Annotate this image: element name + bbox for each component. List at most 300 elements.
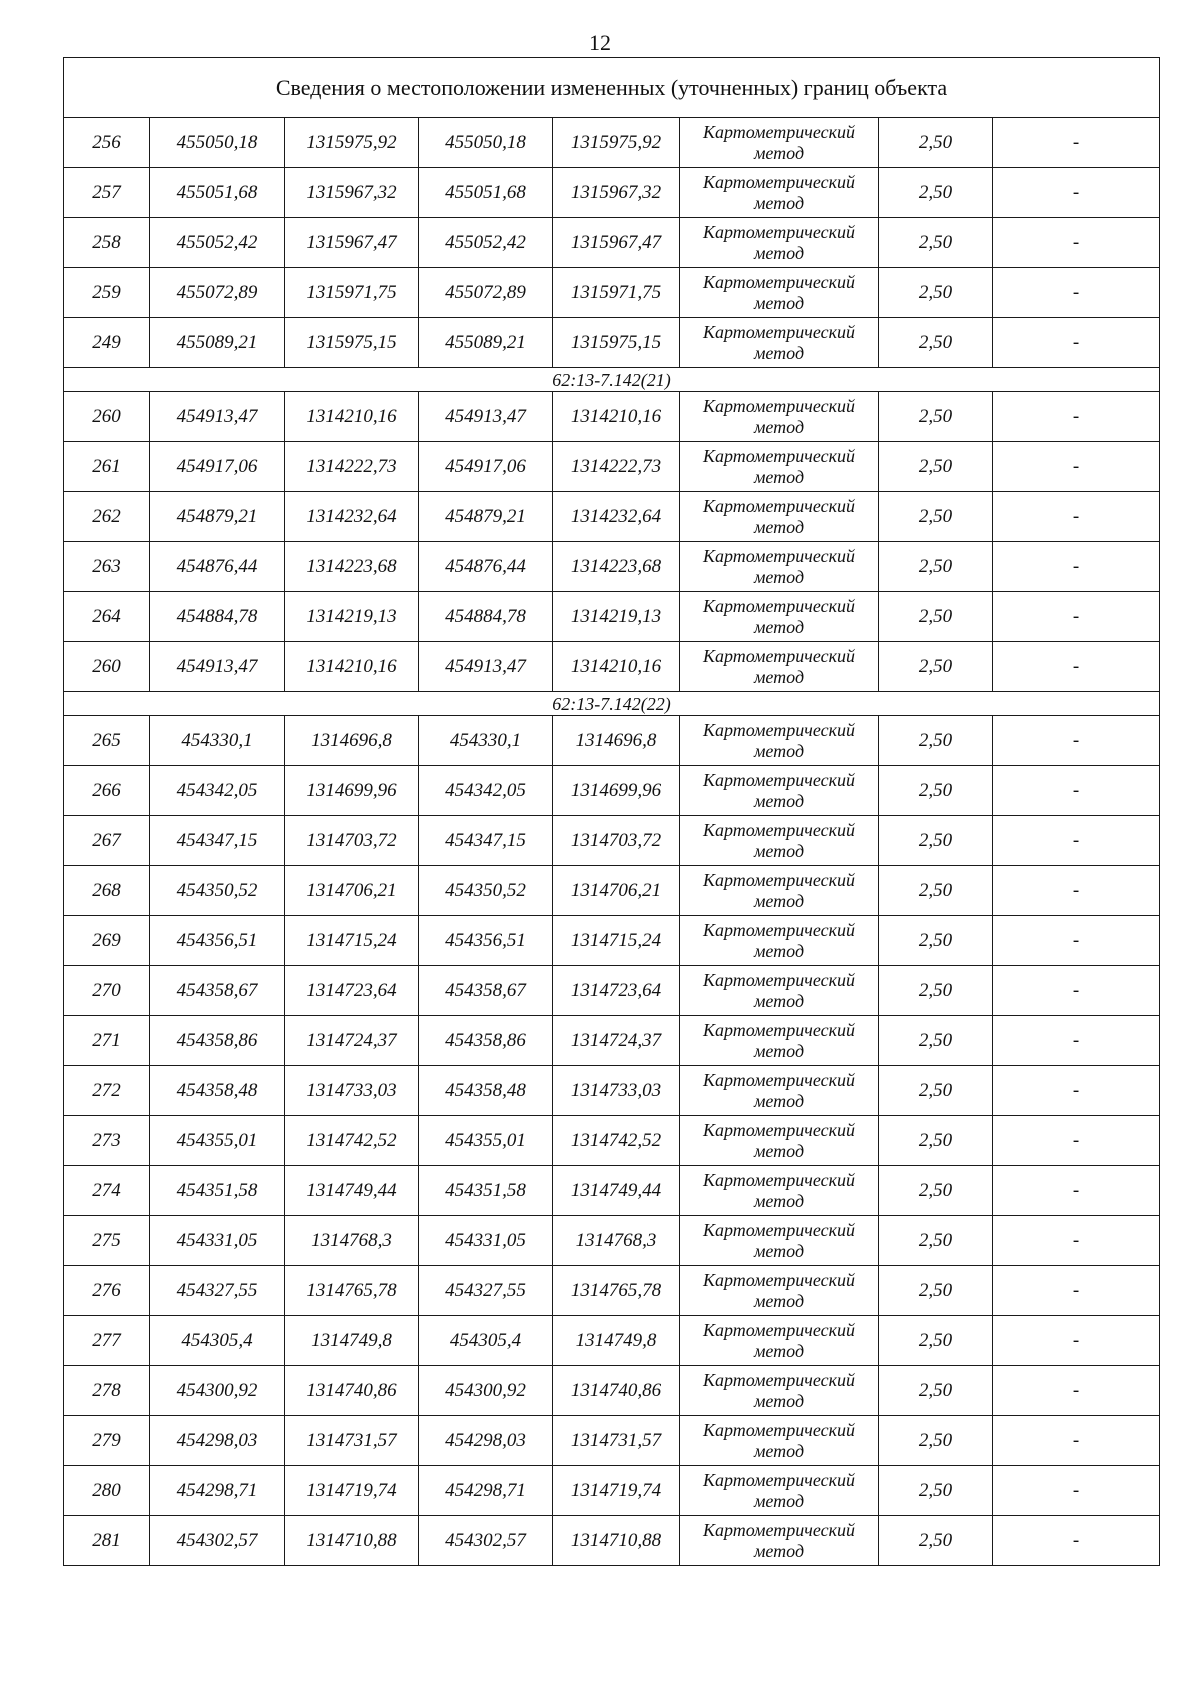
existing-x-cell: 454356,51 [150,916,285,966]
refined-y-cell: 1315975,92 [553,118,680,168]
method-line-1: Картометрический [702,1419,855,1440]
table-row [64,118,1160,168]
refined-x-cell: 454350,52 [419,866,553,916]
method-line-2: метод [753,616,805,637]
method-line-2: метод [753,466,805,487]
method-cell [680,1416,879,1466]
refined-x-cell: 454327,55 [419,1266,553,1316]
table-row [64,1466,1160,1516]
accuracy-cell: 2,50 [879,1466,993,1516]
refined-x-cell: 454331,05 [419,1216,553,1266]
existing-y-cell: 1314768,3 [285,1216,419,1266]
refined-x-cell: 455050,18 [419,118,553,168]
refined-y-cell: 1315967,32 [553,168,680,218]
method-line-1: Картометрический [702,1269,855,1290]
point-number-cell: 280 [64,1466,150,1516]
method-line-2: метод [753,1390,805,1411]
method-cell [680,318,879,368]
refined-y-cell: 1315971,75 [553,268,680,318]
point-number-cell: 264 [64,592,150,642]
method-line-1: Картометрический [702,645,855,666]
note-cell: - [993,1066,1160,1116]
existing-x-cell: 455072,89 [150,268,285,318]
point-number-cell: 273 [64,1116,150,1166]
table-row [64,542,1160,592]
method-cell [680,492,879,542]
method-line-1: Картометрический [702,171,855,192]
existing-y-cell: 1314706,21 [285,866,419,916]
table-title-row [64,58,1160,118]
method-line-1: Картометрический [702,271,855,292]
method-line-2: метод [753,840,805,861]
refined-y-cell: 1314210,16 [553,642,680,692]
accuracy-cell: 2,50 [879,218,993,268]
section-label: 62:13-7.142(22) [64,692,1160,716]
point-number-cell: 260 [64,392,150,442]
existing-y-cell: 1315975,15 [285,318,419,368]
refined-x-cell: 455052,42 [419,218,553,268]
method-line-2: метод [753,1540,805,1561]
existing-x-cell: 454884,78 [150,592,285,642]
method-line-2: метод [753,1190,805,1211]
note-cell: - [993,218,1160,268]
refined-y-cell: 1314715,24 [553,916,680,966]
point-number-cell: 267 [64,816,150,866]
refined-x-cell: 455089,21 [419,318,553,368]
note-cell: - [993,716,1160,766]
existing-x-cell: 455052,42 [150,218,285,268]
existing-x-cell: 455050,18 [150,118,285,168]
accuracy-cell: 2,50 [879,766,993,816]
note-cell: - [993,268,1160,318]
existing-y-cell: 1314733,03 [285,1066,419,1116]
method-line-1: Картометрический [702,545,855,566]
method-cell [680,966,879,1016]
method-cell [680,392,879,442]
method-cell [680,442,879,492]
existing-y-cell: 1314223,68 [285,542,419,592]
refined-x-cell: 454347,15 [419,816,553,866]
refined-x-cell: 454358,86 [419,1016,553,1066]
refined-x-cell: 454358,48 [419,1066,553,1116]
method-line-1: Картометрический [702,395,855,416]
method-line-2: метод [753,790,805,811]
point-number-cell: 272 [64,1066,150,1116]
refined-y-cell: 1314731,57 [553,1416,680,1466]
existing-y-cell: 1314724,37 [285,1016,419,1066]
boundary-coordinates-table [63,57,1160,1566]
table-row [64,816,1160,866]
refined-y-cell: 1314724,37 [553,1016,680,1066]
table-row [64,1216,1160,1266]
method-line-1: Картометрический [702,819,855,840]
table-row [64,1116,1160,1166]
point-number-cell: 265 [64,716,150,766]
point-number-cell: 278 [64,1366,150,1416]
refined-y-cell: 1314232,64 [553,492,680,542]
method-line-2: метод [753,1140,805,1161]
point-number-cell: 261 [64,442,150,492]
refined-x-cell: 454351,58 [419,1166,553,1216]
method-line-1: Картометрический [702,1369,855,1390]
note-cell: - [993,1016,1160,1066]
method-line-2: метод [753,292,805,313]
method-cell [680,168,879,218]
table-row [64,592,1160,642]
method-line-1: Картометрический [702,719,855,740]
existing-y-cell: 1315967,32 [285,168,419,218]
table-row [64,1266,1160,1316]
method-cell [680,916,879,966]
table-row [64,1066,1160,1116]
point-number-cell: 260 [64,642,150,692]
accuracy-cell: 2,50 [879,816,993,866]
existing-y-cell: 1315971,75 [285,268,419,318]
accuracy-cell: 2,50 [879,118,993,168]
accuracy-cell: 2,50 [879,1216,993,1266]
refined-y-cell: 1314765,78 [553,1266,680,1316]
existing-y-cell: 1314749,8 [285,1316,419,1366]
method-cell [680,716,879,766]
point-number-cell: 257 [64,168,150,218]
refined-y-cell: 1314749,44 [553,1166,680,1216]
method-line-2: метод [753,342,805,363]
existing-x-cell: 454913,47 [150,642,285,692]
method-line-1: Картометрический [702,969,855,990]
method-line-2: метод [753,142,805,163]
point-number-cell: 263 [64,542,150,592]
method-line-1: Картометрический [702,595,855,616]
note-cell: - [993,392,1160,442]
section-label: 62:13-7.142(21) [64,368,1160,392]
table-row [64,966,1160,1016]
method-cell [680,866,879,916]
note-cell: - [993,966,1160,1016]
point-number-cell: 271 [64,1016,150,1066]
table-row [64,318,1160,368]
method-line-2: метод [753,740,805,761]
existing-y-cell: 1314723,64 [285,966,419,1016]
existing-y-cell: 1314232,64 [285,492,419,542]
existing-y-cell: 1314765,78 [285,1266,419,1316]
refined-x-cell: 454298,03 [419,1416,553,1466]
method-cell [680,1166,879,1216]
table-row [64,1166,1160,1216]
method-line-1: Картометрический [702,321,855,342]
method-line-2: метод [753,416,805,437]
refined-x-cell: 454876,44 [419,542,553,592]
method-line-2: метод [753,1490,805,1511]
page-number: 12 [589,30,611,55]
refined-y-cell: 1314719,74 [553,1466,680,1516]
accuracy-cell: 2,50 [879,1516,993,1566]
refined-x-cell: 454355,01 [419,1116,553,1166]
method-line-1: Картометрический [702,1119,855,1140]
existing-x-cell: 455051,68 [150,168,285,218]
method-line-2: метод [753,242,805,263]
method-line-2: метод [753,666,805,687]
note-cell: - [993,1316,1160,1366]
refined-x-cell: 454305,4 [419,1316,553,1366]
note-cell: - [993,816,1160,866]
existing-y-cell: 1314731,57 [285,1416,419,1466]
method-cell [680,1216,879,1266]
method-line-1: Картометрический [702,1019,855,1040]
accuracy-cell: 2,50 [879,642,993,692]
table-row [64,916,1160,966]
method-line-2: метод [753,566,805,587]
method-line-1: Картометрический [702,221,855,242]
accuracy-cell: 2,50 [879,1416,993,1466]
existing-x-cell: 454342,05 [150,766,285,816]
method-line-2: метод [753,890,805,911]
refined-y-cell: 1314749,8 [553,1316,680,1366]
table-row [64,442,1160,492]
method-line-1: Картометрический [702,869,855,890]
refined-y-cell: 1314733,03 [553,1066,680,1116]
table-row [64,1016,1160,1066]
method-cell [680,268,879,318]
method-line-2: метод [753,1340,805,1361]
method-line-2: метод [753,940,805,961]
table-row [64,1416,1160,1466]
existing-x-cell: 454358,67 [150,966,285,1016]
note-cell: - [993,168,1160,218]
existing-x-cell: 454358,48 [150,1066,285,1116]
refined-x-cell: 454356,51 [419,916,553,966]
accuracy-cell: 2,50 [879,716,993,766]
point-number-cell: 256 [64,118,150,168]
existing-y-cell: 1314696,8 [285,716,419,766]
method-line-2: метод [753,1090,805,1111]
point-number-cell: 270 [64,966,150,1016]
point-number-cell: 277 [64,1316,150,1366]
accuracy-cell: 2,50 [879,866,993,916]
accuracy-cell: 2,50 [879,318,993,368]
accuracy-cell: 2,50 [879,1166,993,1216]
existing-x-cell: 454358,86 [150,1016,285,1066]
existing-x-cell: 454917,06 [150,442,285,492]
accuracy-cell: 2,50 [879,966,993,1016]
accuracy-cell: 2,50 [879,1266,993,1316]
existing-y-cell: 1314719,74 [285,1466,419,1516]
existing-y-cell: 1314715,24 [285,916,419,966]
method-line-1: Картометрический [702,1219,855,1240]
existing-x-cell: 454879,21 [150,492,285,542]
existing-y-cell: 1314749,44 [285,1166,419,1216]
refined-x-cell: 454913,47 [419,392,553,442]
method-line-1: Картометрический [702,445,855,466]
refined-y-cell: 1314699,96 [553,766,680,816]
method-line-2: метод [753,1240,805,1261]
method-line-1: Картометрический [702,1169,855,1190]
note-cell: - [993,642,1160,692]
existing-y-cell: 1314219,13 [285,592,419,642]
refined-x-cell: 455072,89 [419,268,553,318]
refined-x-cell: 454913,47 [419,642,553,692]
note-cell: - [993,1216,1160,1266]
section-header-row [64,692,1160,716]
note-cell: - [993,766,1160,816]
existing-y-cell: 1314710,88 [285,1516,419,1566]
method-line-2: метод [753,516,805,537]
existing-y-cell: 1314210,16 [285,392,419,442]
point-number-cell: 275 [64,1216,150,1266]
method-line-1: Картометрический [702,121,855,142]
note-cell: - [993,592,1160,642]
existing-y-cell: 1314699,96 [285,766,419,816]
point-number-cell: 279 [64,1416,150,1466]
refined-x-cell: 454879,21 [419,492,553,542]
table-row [64,642,1160,692]
refined-x-cell: 454917,06 [419,442,553,492]
existing-y-cell: 1314210,16 [285,642,419,692]
method-line-1: Картометрический [702,1469,855,1490]
existing-x-cell: 455089,21 [150,318,285,368]
method-line-2: метод [753,1290,805,1311]
existing-y-cell: 1315975,92 [285,118,419,168]
refined-y-cell: 1314696,8 [553,716,680,766]
table-row [64,168,1160,218]
existing-x-cell: 454355,01 [150,1116,285,1166]
note-cell: - [993,542,1160,592]
accuracy-cell: 2,50 [879,492,993,542]
note-cell: - [993,1466,1160,1516]
accuracy-cell: 2,50 [879,1066,993,1116]
method-line-2: метод [753,990,805,1011]
table-row [64,218,1160,268]
note-cell: - [993,1266,1160,1316]
accuracy-cell: 2,50 [879,1366,993,1416]
refined-x-cell: 454358,67 [419,966,553,1016]
existing-x-cell: 454327,55 [150,1266,285,1316]
note-cell: - [993,1416,1160,1466]
refined-y-cell: 1314706,21 [553,866,680,916]
accuracy-cell: 2,50 [879,168,993,218]
table-row [64,268,1160,318]
existing-x-cell: 454302,57 [150,1516,285,1566]
accuracy-cell: 2,50 [879,542,993,592]
method-cell [680,1316,879,1366]
method-line-1: Картометрический [702,1319,855,1340]
refined-y-cell: 1315975,15 [553,318,680,368]
point-number-cell: 268 [64,866,150,916]
refined-y-cell: 1314223,68 [553,542,680,592]
refined-x-cell: 454302,57 [419,1516,553,1566]
note-cell: - [993,118,1160,168]
refined-x-cell: 455051,68 [419,168,553,218]
method-cell [680,1466,879,1516]
accuracy-cell: 2,50 [879,442,993,492]
refined-y-cell: 1314219,13 [553,592,680,642]
note-cell: - [993,492,1160,542]
accuracy-cell: 2,50 [879,1116,993,1166]
note-cell: - [993,318,1160,368]
method-line-1: Картометрический [702,1069,855,1090]
existing-y-cell: 1315967,47 [285,218,419,268]
accuracy-cell: 2,50 [879,268,993,318]
table-row [64,716,1160,766]
method-cell [680,542,879,592]
note-cell: - [993,1516,1160,1566]
method-cell [680,642,879,692]
method-line-2: метод [753,1040,805,1061]
table-body [64,58,1160,1566]
method-line-1: Картометрический [702,495,855,516]
existing-x-cell: 454913,47 [150,392,285,442]
point-number-cell: 258 [64,218,150,268]
method-cell [680,1116,879,1166]
refined-y-cell: 1314210,16 [553,392,680,442]
table-row [64,392,1160,442]
accuracy-cell: 2,50 [879,916,993,966]
note-cell: - [993,866,1160,916]
method-cell [680,1016,879,1066]
refined-y-cell: 1314740,86 [553,1366,680,1416]
accuracy-cell: 2,50 [879,1016,993,1066]
existing-x-cell: 454350,52 [150,866,285,916]
method-cell [680,1366,879,1416]
refined-x-cell: 454298,71 [419,1466,553,1516]
existing-y-cell: 1314742,52 [285,1116,419,1166]
refined-y-cell: 1314222,73 [553,442,680,492]
existing-x-cell: 454298,03 [150,1416,285,1466]
method-cell [680,1066,879,1116]
table-row [64,766,1160,816]
refined-y-cell: 1315967,47 [553,218,680,268]
point-number-cell: 274 [64,1166,150,1216]
refined-y-cell: 1314723,64 [553,966,680,1016]
table-row [64,866,1160,916]
existing-x-cell: 454331,05 [150,1216,285,1266]
method-line-2: метод [753,1440,805,1461]
method-line-1: Картометрический [702,769,855,790]
table-row [64,492,1160,542]
point-number-cell: 269 [64,916,150,966]
note-cell: - [993,1366,1160,1416]
table-title: Сведения о местоположении измененных (уточненных) границ объекта [64,58,1160,118]
existing-y-cell: 1314740,86 [285,1366,419,1416]
existing-x-cell: 454305,4 [150,1316,285,1366]
existing-x-cell: 454351,58 [150,1166,285,1216]
method-line-1: Картометрический [702,1519,855,1540]
existing-y-cell: 1314703,72 [285,816,419,866]
method-cell [680,218,879,268]
table-row [64,1366,1160,1416]
table-row [64,1316,1160,1366]
note-cell: - [993,1116,1160,1166]
refined-y-cell: 1314742,52 [553,1116,680,1166]
point-number-cell: 262 [64,492,150,542]
refined-x-cell: 454884,78 [419,592,553,642]
existing-x-cell: 454298,71 [150,1466,285,1516]
section-header-row [64,368,1160,392]
method-line-2: метод [753,192,805,213]
method-cell [680,1516,879,1566]
existing-x-cell: 454347,15 [150,816,285,866]
existing-x-cell: 454876,44 [150,542,285,592]
accuracy-cell: 2,50 [879,1316,993,1366]
accuracy-cell: 2,50 [879,592,993,642]
existing-x-cell: 454300,92 [150,1366,285,1416]
method-cell [680,592,879,642]
method-cell [680,816,879,866]
refined-y-cell: 1314710,88 [553,1516,680,1566]
refined-x-cell: 454300,92 [419,1366,553,1416]
existing-x-cell: 454330,1 [150,716,285,766]
point-number-cell: 259 [64,268,150,318]
method-cell [680,1266,879,1316]
